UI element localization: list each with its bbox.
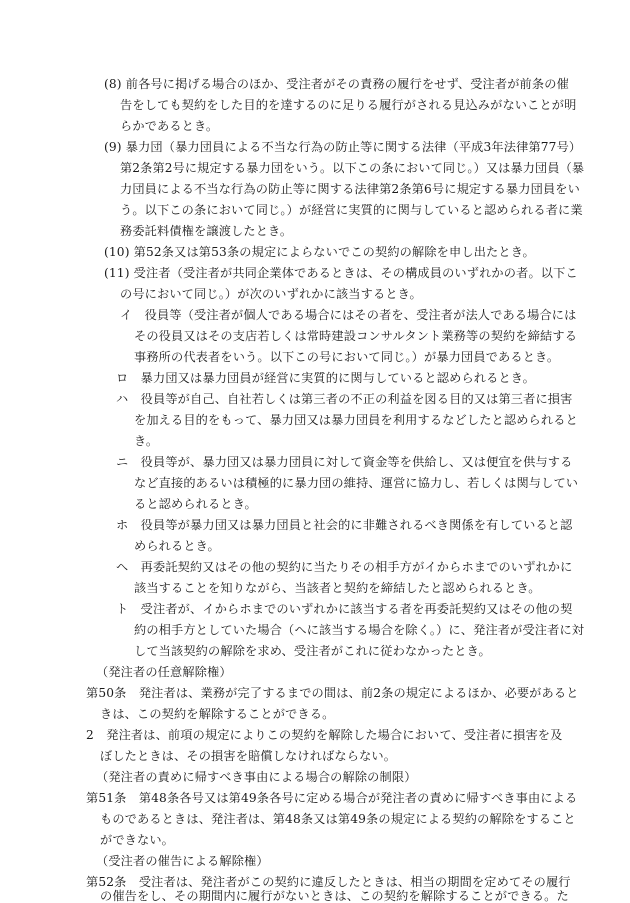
subitem-i-line-3: 事務所の代表者をいう。以下この号において同じ。）が暴力団員であるとき。: [134, 350, 560, 364]
subitem-to-line-2: 約の相手方としていた場合（ヘに該当する場合を除く。）に、発注者が受注者に対: [134, 623, 585, 637]
item-9-line-4: う。以下この条において同じ。）が経営に実質的に関与していると認められる者に業: [120, 203, 583, 217]
item-8-line-3: らかであるとき。: [120, 119, 219, 133]
article-52-heading: （受注者の催告による解除権）: [96, 854, 269, 868]
item-9-line-3: 力団員による不当な行為の防止等に関する法律第2条第6号に規定する暴力団員をい: [120, 182, 580, 196]
article-50-para-2-line-2: ぼしたときは、その損害を賠償しなければならない。: [100, 749, 397, 763]
article-51-line-3: ができない。: [100, 833, 175, 847]
subitem-to-line-3: して当該契約の解除を求め、受注者がこれに従わなかったとき。: [134, 644, 491, 658]
article-50-para-2-line-1: 2 発注者は、前項の規定によりこの契約を解除した場合において、受注者に損害を及: [86, 728, 563, 742]
subitem-ro-line-1: ロ 暴力団又は暴力団員が経営に実質的に関与していると認められるとき。: [116, 371, 535, 385]
article-51-line-2: ものであるときは、発注者は、第48条又は第49条の規定による契約の解除をすること: [100, 812, 576, 826]
subitem-ni-line-2: など直接的あるいは積極的に暴力団の維持、運営に協力し、若しくは関与してい: [134, 476, 579, 490]
subitem-ho-line-2: められるとき。: [134, 539, 220, 553]
item-8-line-2: 告をしても契約をした目的を達するのに足りる履行がされる見込みがないことが明: [120, 98, 577, 112]
article-50-line-1: 第50条 発注者は、業務が完了するまでの間は、前2条の規定によるほか、必要があると: [86, 686, 579, 700]
subitem-ni-line-1: ニ 役員等が、暴力団又は暴力団員に対して資金等を供給し、又は便宜を供与する: [116, 455, 573, 469]
item-11-line-2: の号において同じ。）が次のいずれかに該当するとき。: [120, 287, 422, 301]
subitem-he-line-1: ヘ 再委託契約又はその他の契約に当たりその相手方がイからホまでのいずれかに: [116, 560, 573, 574]
subitem-ha-line-2: を加える目的をもって、暴力団又は暴力団員を利用するなどしたと認められると: [134, 413, 578, 427]
subitem-i-line-1: イ 役員等（受注者が個人である場合にはその者を、受注者が法人である場合には: [120, 308, 577, 322]
item-9-line-2: 第2条第2号に規定する暴力団をいう。以下この条において同じ。）又は暴力団員（暴: [120, 161, 585, 175]
article-50-heading: （発注者の任意解除権）: [96, 665, 232, 679]
article-50-line-2: きは、この契約を解除することができる。: [100, 707, 335, 721]
article-51-heading: （発注者の責めに帰すべき事由による場合の解除の制限）: [96, 770, 417, 784]
subitem-ha-line-3: き。: [134, 434, 159, 448]
item-8-line-1: (8) 前各号に掲げる場合のほか、受注者がその責務の履行をせず、受注者が前条の催: [104, 77, 569, 91]
item-10-line-1: (10) 第52条又は第53条の規定によらないでこの契約の解除を申し出たとき。: [104, 245, 535, 259]
article-52-line-2: の催告をし、その期間内に履行がないときは、この契約を解除することができる。た: [100, 889, 569, 903]
item-9-line-1: (9) 暴力団（暴力団員による不当な行為の防止等に関する法律（平成3年法律第77号）: [104, 140, 582, 154]
subitem-i-line-2: その役員又はその支店若しくは常時建設コンサルタント業務等の契約を締結する: [134, 329, 578, 343]
item-11-line-1: (11) 受注者（受注者が共同企業体であるときは、その構成員のいずれかの者。以下こ: [104, 266, 578, 280]
subitem-he-line-2: 該当することを知りながら、当該者と契約を締結したと認められるとき。: [134, 581, 541, 595]
item-9-line-5: 務委託料債権を譲渡したとき。: [120, 224, 293, 238]
subitem-ni-line-3: ると認められるとき。: [134, 497, 257, 511]
subitem-ho-line-1: ホ 役員等が暴力団又は暴力団員と社会的に非難されるべき関係を有していると認: [116, 518, 573, 532]
article-51-line-1: 第51条 第48条各号又は第49条各号に定める場合が発注者の責めに帰すべき事由による: [86, 791, 578, 805]
subitem-to-line-1: ト 受注者が、イからホまでのいずれかに該当する者を再委託契約又はその他の契: [116, 602, 573, 616]
article-52-line-1: 第52条 受注者は、発注者がこの契約に違反したときは、相当の期間を定めてその履行: [86, 875, 571, 889]
subitem-ha-line-1: ハ 役員等が自己、自社若しくは第三者の不正の利益を図る目的又は第三者に損害: [116, 392, 573, 406]
